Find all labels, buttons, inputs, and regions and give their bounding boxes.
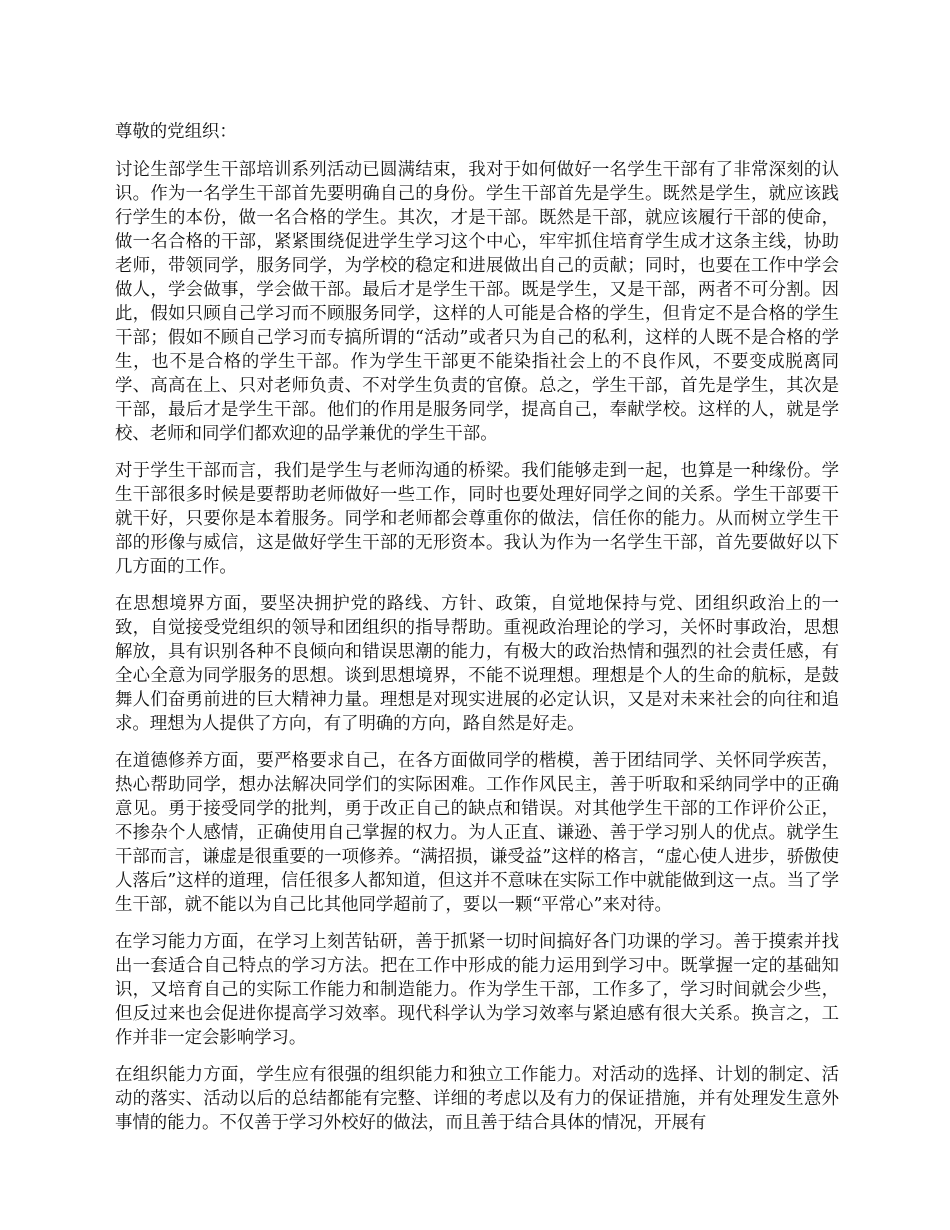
paragraph-moral-cultivation: 在道德修养方面，要严格要求自己，在各方面做同学的楷模，善于团结同学、关怀同学疾苦，热心帮助同学，想办法解决同学们的实际困难。工作作风民主，善于听取和采纳同学中的正确意见。勇于接受同学的批判，勇于改正自己的缺点和错误。对其他学生干部的工作评价公正，不掺杂个人感情，正确使用自己掌握的权力。为人正直、谦逊、善于学习别人的优点。就学生干部而言，谦虚是很重要的一项修养。“满招损，谦受益”这样的格言，“虚心使人进步，骄傲使人落后”这样的道理，信任很多人都知道，但这并不意味在实际工作中就能做到这一点。当了学生干部，就不能以为自己比其他同学超前了，要以一颗“平常心”来对待。	[115, 751, 839, 915]
paragraph-organizational-ability: 在组织能力方面，学生应有很强的组织能力和独立工作能力。对活动的选择、计划的制定、活动的落实、活动以后的总结都能有完整、详细的考虑以及有力的保证措施，并有处理发生意外事情的能力。不仅善于学习外校好的做法，而且善于结合具体的情况，开展有	[115, 1065, 839, 1133]
paragraph-learning-ability: 在学习能力方面，在学习上刻苦钻研，善于抓紧一切时间搞好各门功课的学习。善于摸索并找出一套适合自己特点的学习方法。把在工作中形成的能力运用到学习中。既掌握一定的基础知识，又培育自己的实际工作能力和制造能力。作为学生干部，工作多了，学习时间就会少些，但反过来也会促进你提高学习效率。现代科学认为学习效率与紧迫感有很大关系。换言之，工作并非一定会影响学习。	[115, 932, 839, 1048]
letter-body	[115, 120, 839, 1148]
salutation: 尊敬的党组织：	[115, 122, 237, 142]
paragraph-communication-bridge: 对于学生干部而言，我们是学生与老师沟通的桥梁。我们能够走到一起，也算是一种缘份。学生干部很多时候是要帮助老师做好一些工作，同时也要处理好同学之间的关系。学生干部要干就干好，只要你是本着服务。同学和老师都会尊重你的做法，信任你的能力。从而树立学生干部的形像与威信，这是做好学生干部的无形资本。我认为作为一名学生干部，首先要做好以下几方面的工作。	[115, 461, 839, 577]
paragraph-ideological-realm: 在思想境界方面，要坚决拥护党的路线、方针、政策，自觉地保持与党、团组织政治上的一致，自觉接受党组织的领导和团组织的指导帮助。重视政治理论的学习，关怀时事政治，思想解放，具有识别各种不良倾向和错误思潮的能力，有极大的政治热情和强烈的社会责任感，有全心全意为同学服务的思想。谈到思想境界，不能不说理想。理想是个人的生命的航标，是鼓舞人们奋勇前进的巨大精神力量。理想是对现实进展的必定认识，又是对未来社会的向往和追求。理想为人提供了方向，有了明确的方向，路自然是好走。	[115, 594, 839, 734]
paragraph-student-cadre-identity: 讨论生部学生干部培训系列活动已圆满结束，我对于如何做好一名学生干部有了非常深刻的认识。作为一名学生干部首先要明确自己的身份。学生干部首先是学生。既然是学生，就应该践行学生的本份，做一名合格的学生。其次，才是干部。既然是干部，就应该履行干部的使命，做一名合格的干部，紧紧围绕促进学生学习这个中心，牢牢抓住培育学生成才这条主线，协助老师，带领同学，服务同学，为学校的稳定和进展做出自己的贡献；同时，也要在工作中学会做人，学会做事，学会做干部。最后才是学生干部。既是学生，又是干部，两者不可分割。因此，假如只顾自己学习而不顾服务同学，这样的人可能是合格的学生，但肯定不是合格的学生干部；假如不顾自己学习而专搞所谓的“活动”或者只为自己的私利，这样的人既不是合格的学生，也不是合格的学生干部。作为学生干部更不能染指社会上的不良作风，不要变成脱离同学、高高在上、只对老师负责、不对学生负责的官僚。总之，学生干部，首先是学生，其次是干部，最后才是学生干部。他们的作用是服务同学，提高自己，奉献学校。这样的人，就是学校、老师和同学们都欢迎的品学兼优的学生干部。	[115, 160, 839, 444]
